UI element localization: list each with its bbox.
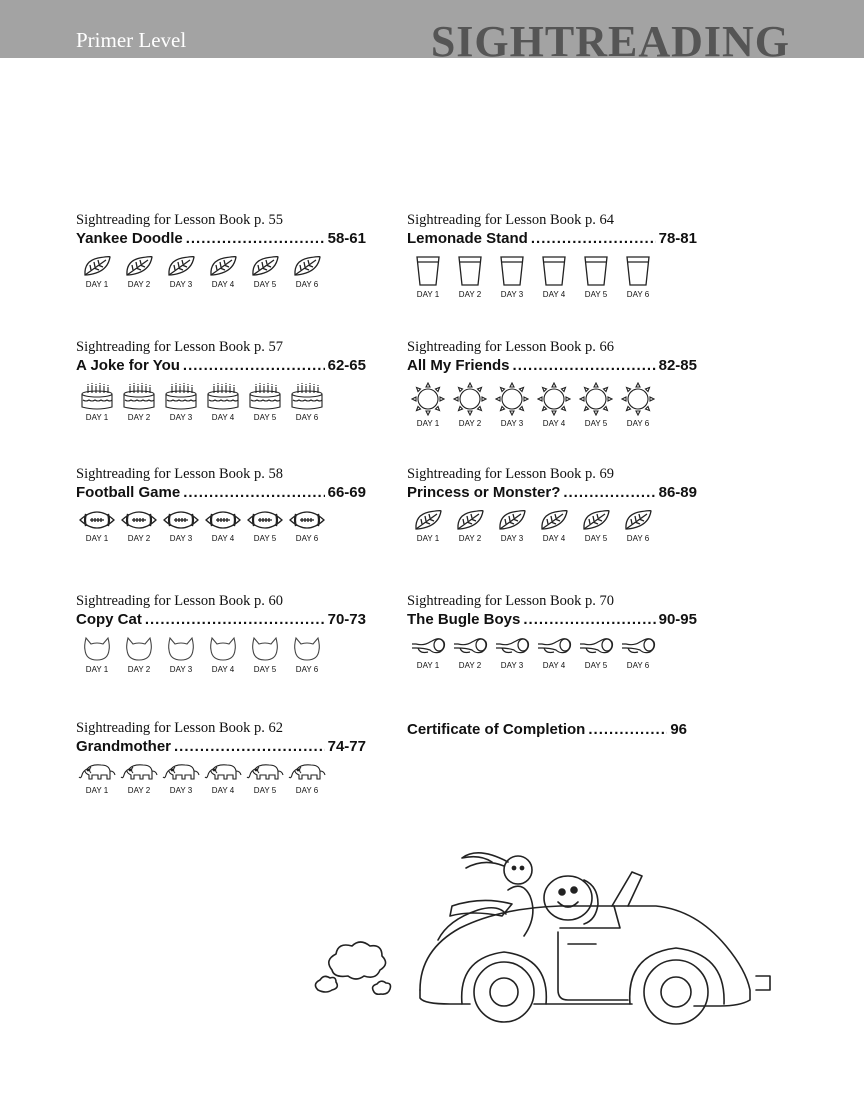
day-4-checkbox[interactable] <box>533 509 575 543</box>
page-range: 82-85 <box>658 357 697 374</box>
page-range: 78-81 <box>658 230 697 247</box>
leaf-icon <box>575 509 617 531</box>
day-label: DAY 5 <box>584 419 608 428</box>
leader-dots <box>174 737 325 757</box>
day-3-checkbox[interactable] <box>160 509 202 543</box>
cat-face-icon <box>160 636 202 662</box>
page-range: 62-65 <box>327 357 366 374</box>
day-1-checkbox[interactable] <box>76 509 118 543</box>
day-label: DAY 2 <box>458 661 482 670</box>
bugle-icon <box>533 636 575 658</box>
day-2-checkbox[interactable] <box>449 255 491 299</box>
piece-title-row <box>407 610 697 630</box>
piece-title: Grandmother <box>76 738 172 755</box>
leader-dots <box>523 610 655 630</box>
day-5-checkbox[interactable] <box>244 636 286 674</box>
bugle-icon <box>617 636 659 658</box>
day-label: DAY 3 <box>500 534 524 543</box>
day-4-checkbox[interactable] <box>533 382 575 428</box>
cat-face-icon <box>202 636 244 662</box>
elephant-icon <box>118 763 160 783</box>
day-1-checkbox[interactable] <box>76 255 118 289</box>
leaf-icon <box>244 255 286 277</box>
piece-title: Lemonade Stand <box>407 230 528 247</box>
day-checklist <box>76 509 366 543</box>
leader-dots <box>588 720 667 740</box>
lesson-reference: Sightreading for Lesson Book p. 64 <box>407 212 615 228</box>
piece-title: The Bugle Boys <box>407 611 521 628</box>
day-6-checkbox[interactable] <box>286 255 328 289</box>
day-3-checkbox[interactable] <box>160 382 202 422</box>
day-2-checkbox[interactable] <box>118 509 160 543</box>
day-label: DAY 4 <box>542 661 566 670</box>
leader-dots <box>513 356 656 376</box>
birthday-cake-icon <box>118 382 160 410</box>
day-checklist <box>407 255 697 299</box>
day-label: DAY 3 <box>169 534 193 543</box>
day-3-checkbox[interactable] <box>160 763 202 795</box>
page-range: 86-89 <box>658 484 697 501</box>
day-3-checkbox[interactable] <box>160 636 202 674</box>
section-yankee-doodle <box>76 212 366 289</box>
day-label: DAY 3 <box>169 413 193 422</box>
level-label: Primer Level <box>76 28 187 52</box>
day-4-checkbox[interactable] <box>533 636 575 670</box>
day-3-checkbox[interactable] <box>491 636 533 670</box>
day-4-checkbox[interactable] <box>533 255 575 299</box>
day-checklist <box>76 382 366 422</box>
birthday-cake-icon <box>76 382 118 410</box>
day-label: DAY 6 <box>295 665 319 674</box>
day-2-checkbox[interactable] <box>118 763 160 795</box>
day-6-checkbox[interactable] <box>286 509 328 543</box>
cat-face-icon <box>118 636 160 662</box>
birthday-cake-icon <box>286 382 328 410</box>
lesson-reference: Sightreading for Lesson Book p. 69 <box>407 466 615 482</box>
piece-title: Copy Cat <box>76 611 142 628</box>
sun-icon <box>533 382 575 416</box>
day-label: DAY 2 <box>127 280 151 289</box>
lesson-reference: Sightreading for Lesson Book p. 57 <box>76 339 284 355</box>
day-5-checkbox[interactable] <box>575 636 617 670</box>
day-label: DAY 2 <box>127 786 151 795</box>
day-label: DAY 3 <box>169 786 193 795</box>
day-label: DAY 6 <box>626 419 650 428</box>
day-label: DAY 5 <box>253 786 277 795</box>
day-5-checkbox[interactable] <box>244 255 286 289</box>
day-label: DAY 3 <box>500 419 524 428</box>
day-1-checkbox[interactable] <box>407 382 449 428</box>
day-label: DAY 4 <box>211 413 235 422</box>
day-label: DAY 6 <box>626 661 650 670</box>
leaf-icon <box>202 255 244 277</box>
day-label: DAY 5 <box>253 280 277 289</box>
piece-title: Yankee Doodle <box>76 230 183 247</box>
day-3-checkbox[interactable] <box>491 382 533 428</box>
day-label: DAY 1 <box>85 413 109 422</box>
cat-face-icon <box>244 636 286 662</box>
sun-icon <box>491 382 533 416</box>
cup-icon <box>449 255 491 287</box>
day-label: DAY 1 <box>416 290 440 299</box>
leaf-icon <box>449 509 491 531</box>
day-1-checkbox[interactable] <box>407 636 449 670</box>
page-range: 66-69 <box>327 484 366 501</box>
day-1-checkbox[interactable] <box>76 763 118 795</box>
piece-title-row <box>76 229 366 249</box>
day-checklist <box>76 763 366 795</box>
day-2-checkbox[interactable] <box>449 382 491 428</box>
day-label: DAY 6 <box>295 413 319 422</box>
bugle-icon <box>491 636 533 658</box>
elephant-icon <box>76 763 118 783</box>
cup-icon <box>575 255 617 287</box>
day-label: DAY 1 <box>416 661 440 670</box>
bugle-icon <box>407 636 449 658</box>
day-label: DAY 4 <box>211 534 235 543</box>
day-2-checkbox[interactable] <box>118 255 160 289</box>
day-5-checkbox[interactable] <box>575 509 617 543</box>
day-6-checkbox[interactable] <box>286 382 328 422</box>
cat-face-icon <box>76 636 118 662</box>
sun-icon <box>575 382 617 416</box>
piece-title: Princess or Monster? <box>407 484 561 501</box>
page-range: 90-95 <box>658 611 697 628</box>
piece-title: All My Friends <box>407 357 510 374</box>
birthday-cake-icon <box>202 382 244 410</box>
day-3-checkbox[interactable] <box>160 255 202 289</box>
day-label: DAY 2 <box>458 419 482 428</box>
day-label: DAY 6 <box>626 290 650 299</box>
cup-icon <box>407 255 449 287</box>
football-icon <box>118 509 160 531</box>
piece-title-row <box>76 737 366 757</box>
day-label: DAY 3 <box>169 665 193 674</box>
page-range: 58-61 <box>327 230 366 247</box>
day-4-checkbox[interactable] <box>202 763 244 795</box>
leaf-icon <box>617 509 659 531</box>
leader-dots <box>145 610 325 630</box>
day-label: DAY 5 <box>584 661 608 670</box>
day-4-checkbox[interactable] <box>202 636 244 674</box>
elephant-icon <box>160 763 202 783</box>
certificate-entry <box>407 720 687 740</box>
day-6-checkbox[interactable] <box>617 636 659 670</box>
section-the-bugle-boys <box>407 593 697 670</box>
day-checklist <box>76 255 366 289</box>
section-princess-or-monster <box>407 466 697 543</box>
piece-title-row <box>76 356 366 376</box>
leaf-icon <box>491 509 533 531</box>
page-header <box>0 0 864 66</box>
day-6-checkbox[interactable] <box>617 509 659 543</box>
lesson-reference: Sightreading for Lesson Book p. 60 <box>76 593 284 609</box>
day-label: DAY 3 <box>500 661 524 670</box>
sun-icon <box>407 382 449 416</box>
day-5-checkbox[interactable] <box>575 255 617 299</box>
leader-dots <box>563 483 655 503</box>
section-all-my-friends <box>407 339 697 428</box>
day-label: DAY 2 <box>127 534 151 543</box>
piece-title-row <box>407 229 697 249</box>
section-lemonade-stand <box>407 212 697 299</box>
lesson-reference: Sightreading for Lesson Book p. 66 <box>407 339 615 355</box>
sun-icon <box>449 382 491 416</box>
car-with-music-notes-icon <box>312 840 772 1040</box>
section-copy-cat <box>76 593 366 674</box>
day-label: DAY 4 <box>211 280 235 289</box>
leader-dots <box>531 229 656 249</box>
day-3-checkbox[interactable] <box>491 509 533 543</box>
bugle-icon <box>449 636 491 658</box>
piece-title-row <box>76 610 366 630</box>
lesson-reference: Sightreading for Lesson Book p. 58 <box>76 466 284 482</box>
cup-icon <box>533 255 575 287</box>
certificate-page: 96 <box>670 721 687 738</box>
day-label: DAY 5 <box>253 413 277 422</box>
leaf-icon <box>160 255 202 277</box>
leaf-icon <box>407 509 449 531</box>
book-title: SIGHTREADING <box>430 17 790 66</box>
cat-face-icon <box>286 636 328 662</box>
day-label: DAY 2 <box>458 290 482 299</box>
cup-icon <box>491 255 533 287</box>
lesson-reference: Sightreading for Lesson Book p. 62 <box>76 720 284 736</box>
day-2-checkbox[interactable] <box>118 636 160 674</box>
day-label: DAY 2 <box>127 413 151 422</box>
certificate-title: Certificate of Completion <box>407 721 586 738</box>
leaf-icon <box>286 255 328 277</box>
football-icon <box>244 509 286 531</box>
day-3-checkbox[interactable] <box>491 255 533 299</box>
sun-icon <box>617 382 659 416</box>
day-6-checkbox[interactable] <box>286 636 328 674</box>
day-label: DAY 1 <box>85 280 109 289</box>
birthday-cake-icon <box>160 382 202 410</box>
leaf-icon <box>118 255 160 277</box>
football-icon <box>160 509 202 531</box>
day-6-checkbox[interactable] <box>617 382 659 428</box>
day-checklist <box>407 636 697 670</box>
day-label: DAY 5 <box>253 665 277 674</box>
day-5-checkbox[interactable] <box>244 763 286 795</box>
day-label: DAY 2 <box>127 665 151 674</box>
piece-title-row <box>76 483 366 503</box>
piece-title-row <box>407 356 697 376</box>
leader-dots <box>186 229 325 249</box>
leaf-icon <box>533 509 575 531</box>
day-4-checkbox[interactable] <box>202 382 244 422</box>
day-label: DAY 1 <box>85 534 109 543</box>
day-2-checkbox[interactable] <box>449 636 491 670</box>
day-label: DAY 3 <box>500 290 524 299</box>
day-label: DAY 5 <box>584 534 608 543</box>
cup-icon <box>617 255 659 287</box>
football-icon <box>286 509 328 531</box>
day-label: DAY 2 <box>458 534 482 543</box>
day-label: DAY 6 <box>626 534 650 543</box>
day-label: DAY 4 <box>211 786 235 795</box>
piece-title: A Joke for You <box>76 357 180 374</box>
day-1-checkbox[interactable] <box>407 509 449 543</box>
day-label: DAY 4 <box>542 419 566 428</box>
day-1-checkbox[interactable] <box>76 636 118 674</box>
day-label: DAY 6 <box>295 280 319 289</box>
day-label: DAY 4 <box>542 290 566 299</box>
day-5-checkbox[interactable] <box>244 509 286 543</box>
day-6-checkbox[interactable] <box>617 255 659 299</box>
lesson-reference: Sightreading for Lesson Book p. 55 <box>76 212 284 228</box>
day-5-checkbox[interactable] <box>244 382 286 422</box>
leader-dots <box>183 356 325 376</box>
piece-title-row <box>407 483 697 503</box>
day-checklist <box>407 509 697 543</box>
lesson-reference: Sightreading for Lesson Book p. 70 <box>407 593 615 609</box>
elephant-icon <box>244 763 286 783</box>
day-5-checkbox[interactable] <box>575 382 617 428</box>
day-label: DAY 1 <box>85 665 109 674</box>
section-football-game <box>76 466 366 543</box>
day-checklist <box>407 382 697 428</box>
day-label: DAY 1 <box>416 534 440 543</box>
day-1-checkbox[interactable] <box>407 255 449 299</box>
day-label: DAY 5 <box>253 534 277 543</box>
day-label: DAY 5 <box>584 290 608 299</box>
day-6-checkbox[interactable] <box>286 763 328 795</box>
day-label: DAY 4 <box>542 534 566 543</box>
leaf-icon <box>76 255 118 277</box>
day-label: DAY 3 <box>169 280 193 289</box>
page-range: 74-77 <box>327 738 366 755</box>
day-2-checkbox[interactable] <box>449 509 491 543</box>
bugle-icon <box>575 636 617 658</box>
section-a-joke-for-you <box>76 339 366 422</box>
football-icon <box>76 509 118 531</box>
leader-dots <box>183 483 324 503</box>
page-range: 70-73 <box>327 611 366 628</box>
piece-title: Football Game <box>76 484 181 501</box>
day-2-checkbox[interactable] <box>118 382 160 422</box>
elephant-icon <box>202 763 244 783</box>
day-4-checkbox[interactable] <box>202 509 244 543</box>
certificate-title-row <box>407 720 687 740</box>
football-icon <box>202 509 244 531</box>
day-4-checkbox[interactable] <box>202 255 244 289</box>
birthday-cake-icon <box>244 382 286 410</box>
day-1-checkbox[interactable] <box>76 382 118 422</box>
day-label: DAY 6 <box>295 786 319 795</box>
day-label: DAY 1 <box>416 419 440 428</box>
section-grandmother <box>76 720 366 795</box>
day-label: DAY 6 <box>295 534 319 543</box>
elephant-icon <box>286 763 328 783</box>
day-checklist <box>76 636 366 674</box>
day-label: DAY 4 <box>211 665 235 674</box>
day-label: DAY 1 <box>85 786 109 795</box>
